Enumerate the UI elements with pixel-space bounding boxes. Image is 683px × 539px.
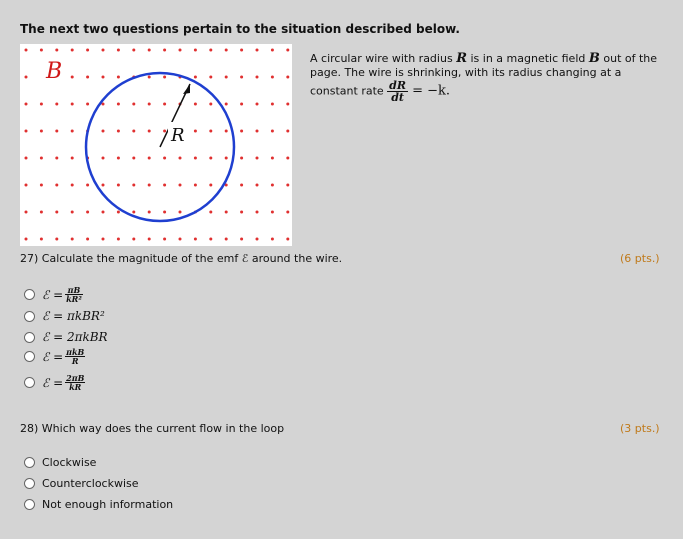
field-dot	[256, 184, 259, 187]
field-dot	[179, 238, 182, 241]
field-figure	[20, 44, 292, 246]
field-dot	[40, 211, 43, 214]
field-dot	[194, 103, 197, 106]
field-dot	[55, 184, 58, 187]
field-dot	[71, 211, 74, 214]
field-dot	[148, 184, 151, 187]
question-27-points: (6 pts.)	[620, 252, 660, 265]
field-dots	[25, 49, 290, 241]
radio-button[interactable]	[24, 478, 35, 489]
field-dot	[117, 103, 120, 106]
field-dot	[286, 130, 289, 133]
field-dot	[286, 49, 289, 52]
field-dot	[132, 103, 135, 106]
radio-button[interactable]	[24, 351, 35, 362]
field-dot	[25, 130, 28, 133]
field-dot	[25, 49, 28, 52]
radio-button[interactable]	[24, 377, 35, 388]
field-dot	[271, 238, 274, 241]
q28-option-counterclockwise[interactable]: Counterclockwise	[24, 477, 139, 490]
field-dot	[240, 76, 243, 79]
field-dot	[25, 76, 28, 79]
field-dot	[102, 49, 105, 52]
field-dot	[194, 157, 197, 160]
field-dot	[256, 76, 259, 79]
intro-text: The next two questions pertain to the situation described below.	[20, 22, 460, 36]
field-dot	[225, 103, 228, 106]
field-dot	[256, 49, 259, 52]
field-dot	[40, 157, 43, 160]
field-dot	[271, 157, 274, 160]
field-dot	[256, 238, 259, 241]
field-dot	[240, 130, 243, 133]
radio-button[interactable]	[24, 332, 35, 343]
field-dot	[179, 157, 182, 160]
q27-option-2[interactable]: ℰ = πkBR²	[24, 309, 105, 323]
field-dot	[286, 76, 289, 79]
q27-option-3[interactable]: ℰ = 2πkBR	[24, 330, 108, 344]
field-dot	[71, 130, 74, 133]
field-dot	[71, 49, 74, 52]
field-dot	[25, 211, 28, 214]
q28-option-clockwise[interactable]: Clockwise	[24, 456, 96, 469]
field-dot	[55, 157, 58, 160]
field-dot	[25, 157, 28, 160]
field-dot	[286, 184, 289, 187]
field-dot	[256, 130, 259, 133]
radius-label: R	[171, 125, 185, 146]
field-dot	[271, 130, 274, 133]
field-dot	[225, 211, 228, 214]
field-dot	[71, 103, 74, 106]
field-dot	[163, 238, 166, 241]
field-dot	[209, 238, 212, 241]
field-dot	[163, 184, 166, 187]
field-dot	[132, 130, 135, 133]
field-dot	[256, 211, 259, 214]
field-dot	[132, 211, 135, 214]
q27-option-4[interactable]: ℰ = $\frac{\text{πkB}}{R}$	[24, 348, 85, 365]
field-diagram	[20, 44, 292, 246]
field-dot	[163, 49, 166, 52]
field-dot	[148, 211, 151, 214]
field-dot	[271, 49, 274, 52]
problem-description: A circular wire with radius R is in a magnetic field B out of the page. The wire is shrinking, with its radius changing at a constant rate $\frac{dR}{dt}$ = −k.	[310, 51, 658, 104]
field-dot	[40, 184, 43, 187]
field-dot	[102, 184, 105, 187]
radio-button[interactable]	[24, 499, 35, 510]
field-dot	[163, 76, 166, 79]
field-dot	[25, 184, 28, 187]
field-dot	[163, 157, 166, 160]
field-dot	[225, 76, 228, 79]
field-dot	[102, 76, 105, 79]
question-28-points: (3 pts.)	[620, 422, 660, 435]
field-dot	[55, 211, 58, 214]
field-dot	[209, 184, 212, 187]
field-dot	[256, 103, 259, 106]
field-dot	[71, 238, 74, 241]
field-dot	[117, 184, 120, 187]
field-dot	[102, 211, 105, 214]
field-dot	[240, 103, 243, 106]
field-dot	[40, 49, 43, 52]
field-dot	[209, 49, 212, 52]
field-dot	[225, 49, 228, 52]
field-dot	[102, 238, 105, 241]
field-dot	[86, 49, 89, 52]
field-dot	[86, 184, 89, 187]
field-dot	[86, 238, 89, 241]
question-28: 28) Which way does the current flow in the loop	[20, 422, 285, 435]
radio-button[interactable]	[24, 457, 35, 468]
q27-option-1[interactable]: ℰ = $\frac{\pi B}{\text{kR²}}$	[24, 286, 83, 303]
field-dot	[117, 238, 120, 241]
field-dot	[194, 130, 197, 133]
field-dot	[240, 157, 243, 160]
field-dot	[148, 130, 151, 133]
field-dot	[55, 130, 58, 133]
field-dot	[86, 76, 89, 79]
field-dot	[209, 76, 212, 79]
field-dot	[55, 49, 58, 52]
field-dot	[271, 76, 274, 79]
field-dot	[102, 130, 105, 133]
field-dot	[71, 157, 74, 160]
field-dot	[286, 211, 289, 214]
field-dot	[40, 103, 43, 106]
field-dot	[117, 49, 120, 52]
question-27: 27) Calculate the magnitude of the emf ℰ around the wire.	[20, 252, 343, 265]
field-dot	[148, 49, 151, 52]
field-dot	[117, 157, 120, 160]
field-dot	[225, 130, 228, 133]
b-vector: B	[588, 51, 600, 66]
field-label: B	[46, 59, 63, 84]
field-dot	[86, 211, 89, 214]
field-dot	[25, 103, 28, 106]
field-dot	[86, 103, 89, 106]
field-dot	[163, 130, 166, 133]
field-dot	[163, 211, 166, 214]
radio-button[interactable]	[24, 289, 35, 300]
field-dot	[71, 184, 74, 187]
field-dot	[271, 103, 274, 106]
field-dot	[256, 157, 259, 160]
field-dot	[194, 49, 197, 52]
field-dot	[240, 184, 243, 187]
field-dot	[286, 238, 289, 241]
field-dot	[40, 238, 43, 241]
field-dot	[40, 130, 43, 133]
field-dot	[179, 184, 182, 187]
field-dot	[179, 211, 182, 214]
field-dot	[286, 103, 289, 106]
field-dot	[117, 130, 120, 133]
field-dot	[225, 238, 228, 241]
field-dot	[194, 76, 197, 79]
field-dot	[148, 76, 151, 79]
field-dot	[240, 49, 243, 52]
field-dot	[102, 157, 105, 160]
q28-option-not-enough-info[interactable]: Not enough information	[24, 498, 173, 511]
dr-dt-fraction: $\frac{dR}{dt}$	[389, 79, 406, 104]
field-dot	[132, 157, 135, 160]
field-dot	[240, 238, 243, 241]
field-dot	[163, 103, 166, 106]
field-dot	[194, 184, 197, 187]
radio-button[interactable]	[24, 311, 35, 322]
field-dot	[209, 130, 212, 133]
field-dot	[179, 49, 182, 52]
field-dot	[209, 211, 212, 214]
field-dot	[286, 157, 289, 160]
field-dot	[55, 238, 58, 241]
field-dot	[225, 157, 228, 160]
field-dot	[71, 76, 74, 79]
field-dot	[209, 103, 212, 106]
q27-option-5[interactable]: ℰ = $\frac{2\pi B}{kR}$	[24, 374, 85, 391]
field-dot	[117, 76, 120, 79]
field-dot	[194, 238, 197, 241]
field-dot	[132, 238, 135, 241]
field-dot	[271, 184, 274, 187]
field-dot	[148, 103, 151, 106]
field-dot	[132, 49, 135, 52]
field-dot	[148, 157, 151, 160]
field-dot	[240, 211, 243, 214]
field-dot	[117, 211, 120, 214]
field-dot	[132, 184, 135, 187]
field-dot	[55, 103, 58, 106]
field-dot	[209, 157, 212, 160]
field-dot	[148, 238, 151, 241]
field-dot	[25, 238, 28, 241]
field-dot	[271, 211, 274, 214]
